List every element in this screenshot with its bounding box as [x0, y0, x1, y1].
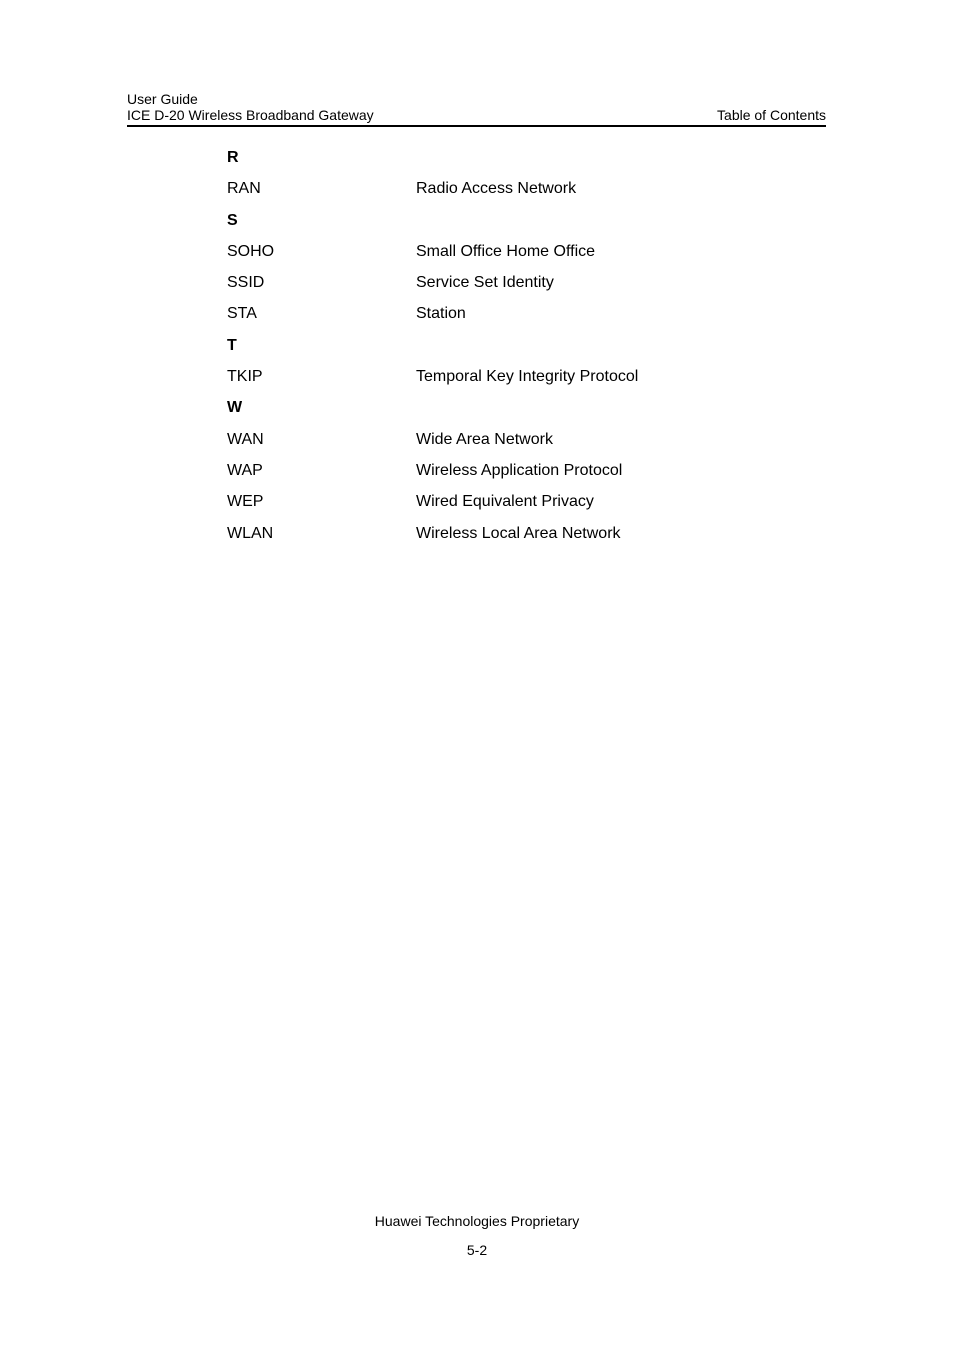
- abbreviation: SSID: [227, 274, 265, 292]
- glossary-entry: [227, 490, 787, 521]
- abbreviation: WAN: [227, 430, 264, 448]
- glossary-list: [227, 146, 787, 553]
- full-term: Station: [416, 305, 466, 323]
- full-term: Wireless Local Area Network: [416, 524, 621, 542]
- glossary-entry: [227, 240, 787, 271]
- full-term: Wireless Application Protocol: [416, 461, 623, 479]
- letter-heading: T: [227, 336, 237, 354]
- full-term: Small Office Home Office: [416, 242, 596, 260]
- abbreviation: RAN: [227, 180, 261, 198]
- letter-heading: W: [227, 399, 243, 417]
- glossary-letter-heading: [227, 396, 787, 427]
- full-term: Temporal Key Integrity Protocol: [416, 368, 639, 386]
- page-header: [127, 91, 826, 127]
- abbreviation: SOHO: [227, 242, 275, 260]
- letter-heading: R: [227, 149, 239, 166]
- abbreviation: WLAN: [227, 524, 274, 542]
- glossary-entry: [227, 177, 787, 208]
- doc-type: User Guide: [127, 91, 198, 107]
- abbreviation: WAP: [227, 461, 263, 479]
- glossary-entry: [227, 365, 787, 396]
- glossary-letter-heading: [227, 334, 787, 365]
- glossary-entry: [227, 302, 787, 333]
- footer-company: Huawei Technologies Proprietary: [374, 1213, 580, 1229]
- glossary-entry: [227, 271, 787, 302]
- abbreviation: WEP: [227, 493, 264, 511]
- full-term: Wired Equivalent Privacy: [416, 493, 594, 511]
- header-left: [127, 91, 374, 123]
- glossary-entry: [227, 459, 787, 490]
- letter-heading: S: [227, 211, 238, 229]
- abbreviation: TKIP: [227, 368, 263, 386]
- section-title: Table of Contents: [717, 107, 826, 123]
- glossary-entry: [227, 522, 787, 553]
- page-number: 5-2: [466, 1242, 488, 1258]
- full-term: Service Set Identity: [416, 274, 554, 292]
- full-term: Wide Area Network: [416, 430, 553, 448]
- glossary-entry: [227, 428, 787, 459]
- glossary-letter-heading: [227, 209, 787, 240]
- full-term: Radio Access Network: [416, 180, 577, 198]
- glossary-letter-heading: [227, 146, 787, 177]
- abbreviation: STA: [227, 305, 257, 323]
- product-name: ICE D-20 Wireless Broadband Gateway: [127, 107, 374, 123]
